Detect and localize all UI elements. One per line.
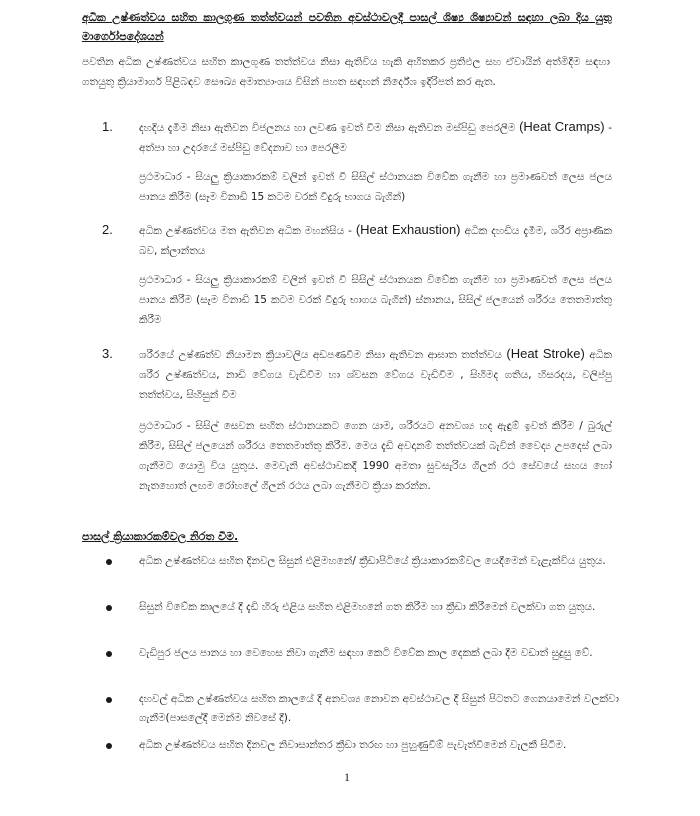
- item-heading: [139, 220, 612, 261]
- item-heading: [139, 117, 612, 158]
- item-heading-text: අධික උෂ්ණත්වය මත ඇතිවන අධික මහන්සිය -: [139, 225, 356, 237]
- bullet-dot-icon: [106, 697, 112, 703]
- bullet-text: සිසුන් විවේක කාලයේ දී දැඩි හිරු එළිය සහිත එළිමහනේ ගත කිරීම හා ක්‍රීඩා කිරීමෙන් වලක්වා ගත යුතුය.: [139, 601, 596, 613]
- item-heading-tail: අධික දහඩිය දැමීම, ශරීර අප්‍රාණික බව, ක්ලාන්තය: [139, 225, 612, 257]
- bullet-item: [82, 740, 622, 786]
- item-heading-english: (Heat Exhaustion): [355, 222, 461, 237]
- bullet-item: [82, 602, 622, 648]
- item-number: 1.: [102, 119, 113, 134]
- bullet-dot-icon: [106, 743, 112, 749]
- section-heading: පාසල් ක්‍රියාකාරකම්වල නිරත වීම.: [82, 530, 239, 543]
- bullet-list: [82, 556, 622, 786]
- bullet-dot-icon: [106, 605, 112, 611]
- bullet-dot-icon: [106, 651, 112, 657]
- item-heading-tail: අධික ශරීර උෂ්ණත්වය, නාඩි වේගය වැඩිවීම හා ශ්වසන වේගය වැඩිවීම , සිහිමද ගතිය, හිසරදය, වලිප්පු තත්ත්වය, සිහිසුන් වීම: [139, 349, 612, 401]
- item-heading-text: ශරීරයේ උෂ්ණත්ව නියාමන ක්‍රියාවලිය අඩපණවීම නිසා ඇතිවන ආඝාත තත්ත්වය: [139, 349, 507, 361]
- page-number: 1: [344, 770, 350, 784]
- item-heading-text: දහදිය දැමීම නිසා ඇතිවන විජලනය හා ලවණ ඉවත් වීම නිසා ඇතිවන මස්පිඩු පෙරලීම: [139, 122, 516, 134]
- item-heading-tail: - අත්පා හා උදරයේ මස්පිඩු වේදනාව හා පෙරලීම: [139, 122, 612, 154]
- document-title: අධික උෂ්ණත්වය සහිත කාලගුණ තත්ත්වයන් පවතින අවස්ථාවලදී පාසල් ශිෂ්‍ය ශිෂ්‍යාවන් සඳහා ලබා දිය යුතු මාර්ගෝපදේශයන්: [82, 11, 612, 43]
- bullet-text: වැඩිපුර ජලය පානය හා වෙහෙස නිවා ගැනීම සඳහා කෙටි විවේක කාල දෙකක් ලබා දීම වඩාත් සුදුසු වේ.: [139, 647, 593, 659]
- bullet-text: අධික උෂ්ණත්වය සහිත දිනවල සිසුන් එළිමහනේ/ ක්‍රීඩාපිටියේ ක්‍රියාකාරකම්වල යෙදීමෙන් වැළැක්විය යුතුය.: [139, 555, 606, 567]
- item-heading: [139, 344, 612, 405]
- item-remedy: ප්‍රථමාධාර - සියලු ක්‍රියාකාරකම් වලින් ඉවත් වී සිසිල් ස්ථානයක විවේක ගැනීම හා ප්‍රමාණවත් ලෙස ජලය පානය කිරීම (සෑම විනාඩි 15 කටම වරක් වීදුරු භාගය බැගින්): [139, 171, 612, 203]
- bullet-item: [82, 556, 622, 602]
- intro-paragraph: පවතින අධික උෂ්ණත්වය සහිත කාලගුණ තත්ත්වය නිසා ඇතිවිය හැකි අහිතකර ප්‍රතිඵල සහ ඒවායින් අත්මිදීම සඳහා ගතයුතු ක්‍රියාමාර්ග පිළිබඳව සෞඛ්‍ය අමාත්‍යාංශය විසින් පහත සඳහන් නිර්දේශ ඉදිරිපත් කර ඇත.: [82, 56, 610, 88]
- item-remedy: ප්‍රථමාධාර - සියලු ක්‍රියාකාරකම් වලින් ඉවත් වී සිසිල් ස්ථානයක විවේක ගැනීම හා ප්‍රමාණවත් ලෙස ජලය පානය කිරීම (සෑම විනාඩි 15 කටම වරක් වීදුරු භාගය බැගින්) ස්නානය, සිසිල් ජලයෙන් ශරීරය තෙතමාත්තු කිරීම: [139, 274, 612, 326]
- item-number: 2.: [102, 222, 113, 237]
- bullet-item: [82, 694, 622, 740]
- bullet-text: දහවල් අධික උෂ්ණත්වය සහිත කාලයේ දී අනවශ්‍ය නොවන අවස්ථාවල දී සිසුන් පිටතට ගෙනයාමෙන් වලක්වා ගැනීම(පාසලේදී මෙන්ම නිවසේ දී).: [139, 693, 619, 724]
- item-heading-english: (Heat Stroke): [506, 346, 585, 361]
- bullet-dot-icon: [106, 559, 112, 565]
- bullet-text: අධික උෂ්ණත්වය සහිත දිනවල නිවාසාන්තර ක්‍රීඩා තරඟ හා පුහුණුවීම් පැවැත්වීමෙන් වැලකී සිටීම.: [139, 739, 567, 751]
- item-heading-english: (Heat Cramps): [519, 119, 605, 134]
- item-remedy: ප්‍රථමාධාර - සිසිල් සෙවන සහිත ස්ථානයකට ගෙන යාම, ශරීරයට අනවශ්‍ය හද ඇඳුම් ඉවත් කිරීම / බුරුල් කිරීම, සිසිල් ජලයෙන් ශරීරය තෙතමාත්තු කිරීම. මෙය දැඩි අවදානම් තත්ත්වයක් බැවින් වෛද්‍ය උපදෙස් ලබා ගැනීමට යොමු විය යුතුය. මෙවැනි අවස්ථාවකදී 1990 අමතා සුවසැරිය ගිලන් රථ සේවයේ සහය හෝ නැතහොත් ලඟම රෝහලේ ගිලන් රථය ලබා ගැනීමට ක්‍රියා කරන්න.: [139, 420, 612, 492]
- item-number: 3.: [102, 346, 113, 361]
- bullet-item: [82, 648, 622, 694]
